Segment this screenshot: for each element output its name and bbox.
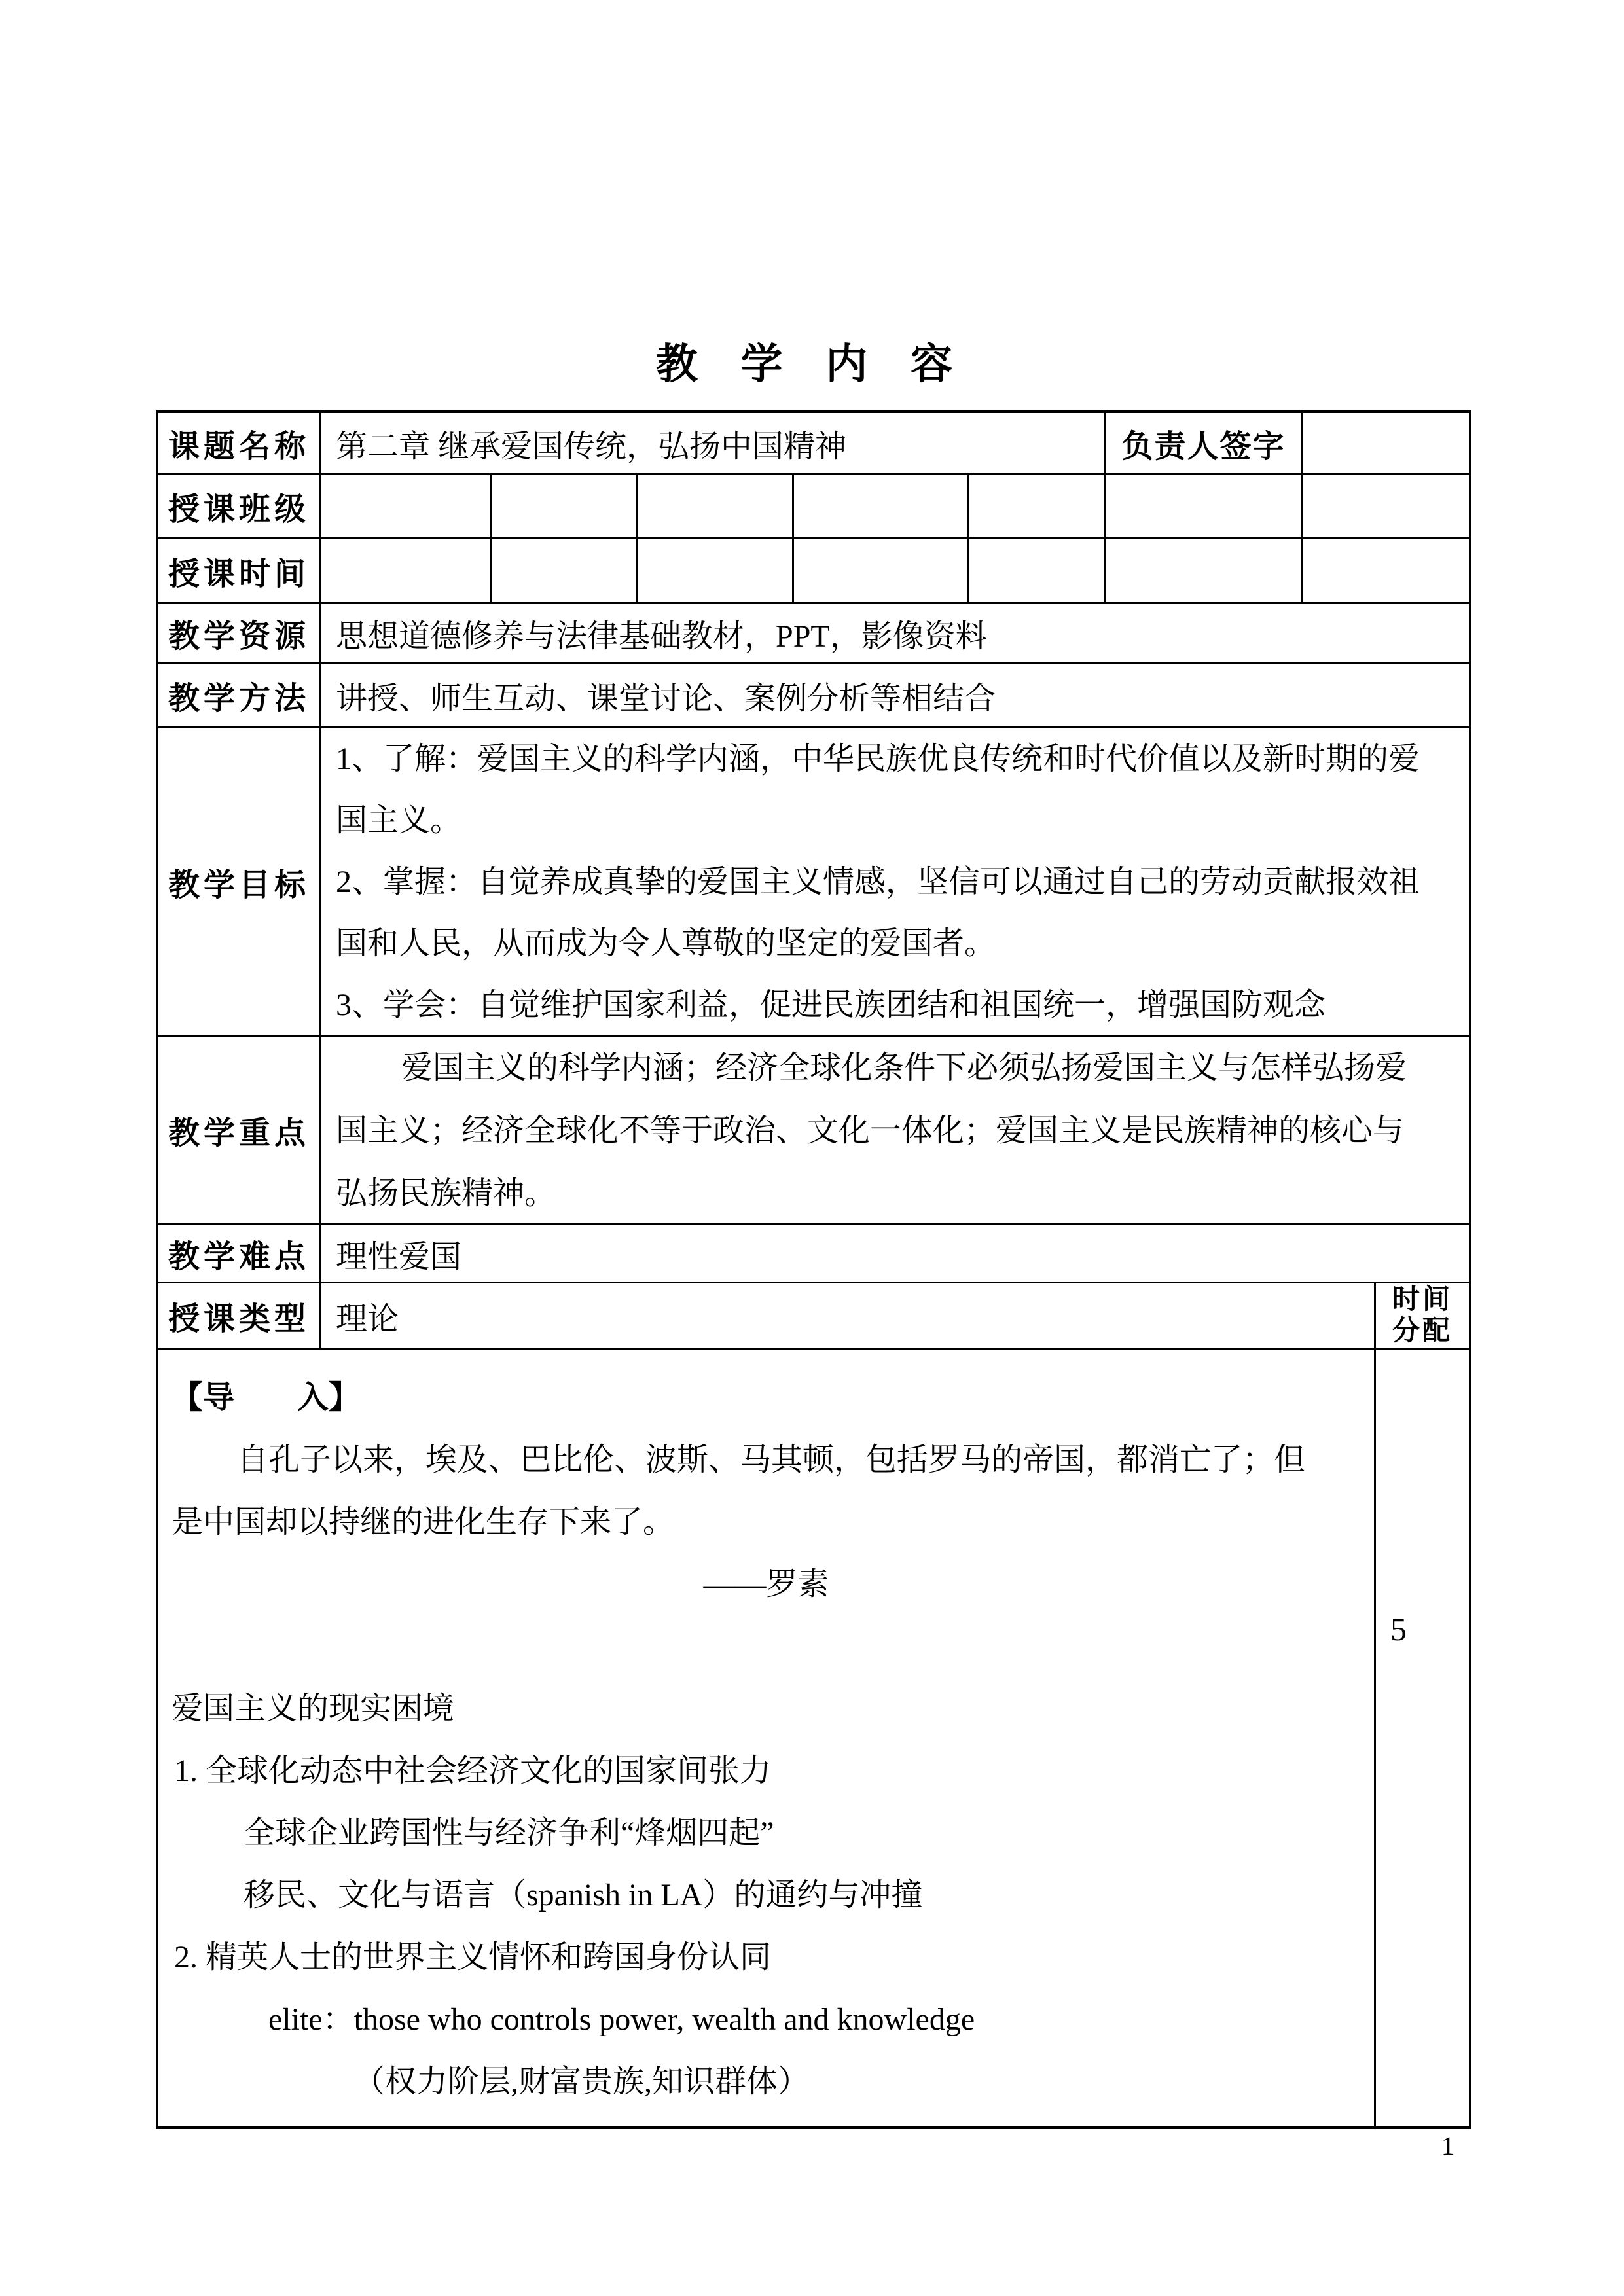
list-item-1: 1. 全球化动态中社会经济文化的国家间张力	[174, 1753, 772, 1788]
row-keypoints	[158, 1037, 1469, 1225]
row-topic	[158, 413, 1469, 475]
quote-line-1: 自孔子以来，埃及、巴比伦、波斯、马其顿，包括罗马的帝国，都消亡了；但	[237, 1443, 1306, 1477]
difficulties-label: 教学难点	[158, 1225, 321, 1282]
class-cell-6[interactable]	[1106, 475, 1303, 537]
objective-line: 2、掌握：自觉养成真挚的爱国主义情感，坚信可以通过自己的劳动贡献报效祖	[336, 865, 1420, 899]
time-cell-5[interactable]	[969, 539, 1106, 602]
quote-line-2: 是中国却以持继的进化生存下来了。	[171, 1505, 675, 1539]
time-cell-4[interactable]	[794, 539, 969, 602]
objective-line: 国主义。	[336, 803, 462, 838]
list-item-1-sub-1: 全球企业跨国性与经济争利“烽烟四起”	[244, 1816, 774, 1850]
list-item-1-sub-2: 移民、文化与语言（spanish in LA）的通约与冲撞	[244, 1878, 923, 1912]
methods-value: 讲授、师生互动、课堂讨论、案例分析等相结合	[336, 681, 996, 716]
section-heading: 爱国主义的现实困境	[171, 1691, 455, 1726]
time-label: 授课时间	[158, 539, 321, 602]
quote-attribution: ——罗素	[703, 1567, 829, 1602]
page-number: 1	[1441, 2131, 1454, 2161]
class-label: 授课班级	[158, 475, 321, 537]
signature-label: 负责人签字	[1106, 413, 1303, 473]
methods-label: 教学方法	[158, 664, 321, 726]
row-class	[158, 475, 1469, 539]
objectives-label: 教学目标	[158, 728, 321, 1035]
page-title: 教 学 内 容	[655, 340, 969, 387]
class-cell-7[interactable]	[1303, 475, 1469, 537]
blank-line	[158, 1615, 1374, 1677]
list-item-2: 2. 精英人士的世界主义情怀和跨国身份认同	[174, 1940, 772, 1975]
signature-input-cell[interactable]	[1303, 413, 1469, 473]
topic-label: 课题名称	[158, 413, 321, 473]
row-difficulties	[158, 1225, 1469, 1283]
resources-label: 教学资源	[158, 604, 321, 662]
time-allocation-cell	[1376, 1350, 1469, 2126]
keypoint-line: 爱国主义的科学内涵；经济全球化条件下必须弘扬爱国主义与怎样弘扬爱	[401, 1050, 1407, 1085]
time-cell-6[interactable]	[1106, 539, 1303, 602]
time-cell-1[interactable]	[321, 539, 492, 602]
intro-heading: 【导 入】	[171, 1380, 361, 1415]
difficulties-value: 理性爱国	[336, 1239, 462, 1274]
row-lesson-content	[158, 1350, 1469, 2126]
class-cell-3[interactable]	[638, 475, 794, 537]
row-methods	[158, 664, 1469, 728]
objective-line: 1、了解：爱国主义的科学内涵，中华民族优良传统和时代价值以及新时期的爱	[336, 742, 1420, 776]
time-allocation-header-line1: 时间	[1392, 1285, 1453, 1315]
time-cell-7[interactable]	[1303, 539, 1469, 602]
objective-line: 国和人民，从而成为令人尊敬的坚定的爱国者。	[336, 926, 996, 961]
keypoints-label: 教学重点	[158, 1037, 321, 1223]
time-allocation-value: 5	[1390, 1611, 1407, 1647]
course-type-label: 授课类型	[158, 1283, 321, 1348]
keypoint-line: 国主义；经济全球化不等于政治、文化一体化；爱国主义是民族精神的核心与	[336, 1113, 1405, 1148]
class-cell-5[interactable]	[969, 475, 1106, 537]
lesson-plan-table	[156, 410, 1471, 2129]
time-cell-2[interactable]	[492, 539, 638, 602]
row-course-type	[158, 1283, 1469, 1350]
lesson-content-cell	[158, 1350, 1376, 2126]
topic-value: 第二章 继承爱国传统，弘扬中国精神	[321, 413, 1106, 473]
list-item-2-sub-1: elite：those who controls power, wealth and knowledge	[268, 2002, 975, 2037]
time-cell-3[interactable]	[638, 539, 794, 602]
objectives-content	[321, 728, 1469, 1035]
time-allocation-header	[1376, 1283, 1469, 1348]
class-cell-2[interactable]	[492, 475, 638, 537]
time-allocation-header-line2: 分配	[1392, 1316, 1453, 1346]
objective-line: 3、学会：自觉维护国家利益，促进民族团结和祖国统一，增强国防观念	[336, 988, 1326, 1022]
list-item-2-sub-2: （权力阶层,财富贵族,知识群体）	[353, 2064, 810, 2099]
keypoint-line: 弘扬民族精神。	[336, 1176, 556, 1211]
class-cell-4[interactable]	[794, 475, 969, 537]
class-cell-1[interactable]	[321, 475, 492, 537]
row-resources	[158, 604, 1469, 664]
course-type-value: 理论	[321, 1283, 1376, 1348]
row-time	[158, 539, 1469, 604]
resources-value: 思想道德修养与法律基础教材，PPT，影像资料	[336, 619, 987, 654]
row-objectives	[158, 728, 1469, 1037]
keypoints-content	[321, 1037, 1469, 1223]
